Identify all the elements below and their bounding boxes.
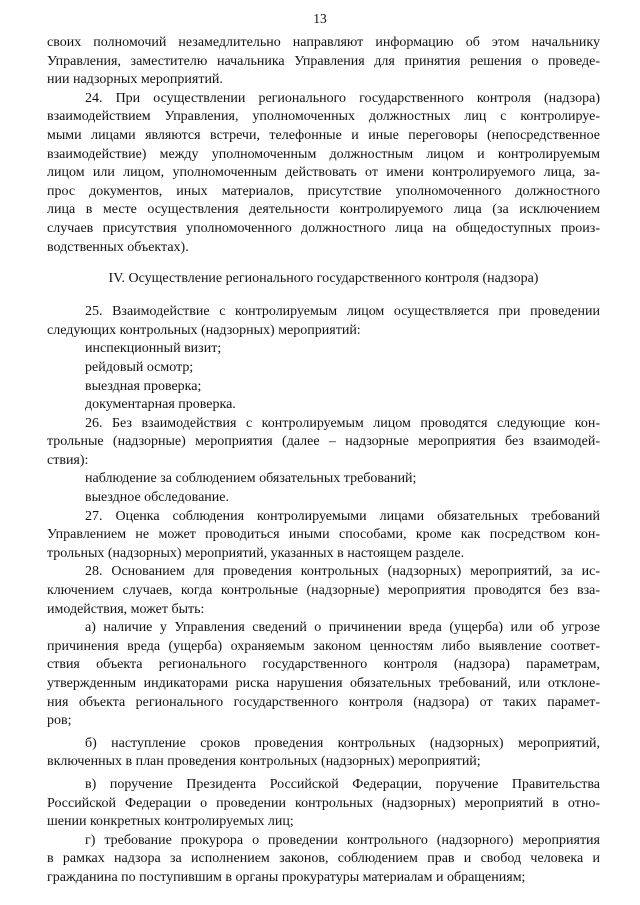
list-item: рейдовый осмотр; <box>85 359 194 375</box>
subitem-b <box>47 735 600 772</box>
subitem-g <box>47 832 600 888</box>
text-line: ния объекта регионального государственного контроля (надзора) от таких парамет- <box>47 694 600 710</box>
text-line: трольные (надзорные) мероприятия (далее – надзорные мероприятия без взаимодей- <box>47 434 600 450</box>
paragraph-continuation <box>47 34 600 90</box>
text-line: нии надзорных мероприятий. <box>47 72 223 88</box>
text-line: б) наступление сроков проведения контрольных (надзорных) мероприятий, <box>85 735 600 751</box>
text-line: ров; <box>47 713 72 729</box>
text-line: шении конкретных контролируемых лиц; <box>47 814 294 830</box>
list-item: документарная проверка. <box>85 397 236 413</box>
text-line: 26. Без взаимодействия с контролируемым лицом проводятся следующие кон- <box>85 415 600 431</box>
text-line: Российской Федерации о проведении контрольных (надзорных) мероприятий в отно- <box>47 795 600 811</box>
text-line: включенных в план проведения контрольных (надзорных) мероприятий; <box>47 754 481 770</box>
paragraph-28 <box>47 563 600 619</box>
document-body <box>47 34 600 888</box>
page-number: 13 <box>313 11 327 26</box>
text-line: имодействия, может быть: <box>47 601 205 617</box>
text-line: Управления, заместителю начальника Управления для принятия решения о проведе- <box>47 53 600 69</box>
text-line: взаимодействием Управления, уполномоченных должностных лиц с контролируе- <box>47 109 600 125</box>
text-line: 27. Оценка соблюдения контролируемыми лицами обязательных требований <box>85 508 600 524</box>
paragraph-25 <box>47 303 600 415</box>
text-line: следующих контрольных (надзорных) мероприятий: <box>47 322 361 338</box>
text-line: своих полномочий незамедлительно направляют информацию об этом начальнику <box>47 35 600 50</box>
text-line: трольных (надзорных) мероприятий, указанных в настоящем разделе. <box>47 545 465 561</box>
list-item: наблюдение за соблюдением обязательных требований; <box>85 471 417 487</box>
list-item: выездное обследование. <box>85 490 229 506</box>
text-line: прос документов, иных материалов, присутствие уполномоченного должностного <box>47 183 600 199</box>
list-item: инспекционный визит; <box>85 341 222 357</box>
text-line: 24. При осуществлении регионального государственного контроля (надзора) <box>85 90 600 106</box>
text-line: лицом или лицом, уполномоченным действовать от имени контролируемого лица, за- <box>47 165 600 181</box>
text-line: мыми лицами являются встречи, телефонные и иные переговоры (непосредственное <box>47 127 600 143</box>
subitem-v <box>47 776 600 832</box>
text-line: в рамках надзора за исполнением законов, соблюдением прав и свобод человека и <box>47 851 600 867</box>
text-line: Управлением не может проводиться иными способами, кроме как посредством кон- <box>47 527 600 543</box>
paragraph-26 <box>47 415 600 508</box>
paragraph-27 <box>47 508 600 564</box>
section-heading: IV. Осуществление регионального государственного контроля (надзора) <box>108 271 539 287</box>
text-line: 25. Взаимодействие с контролируемым лицом осуществляется при проведении <box>85 304 600 320</box>
text-line: ствия): <box>47 452 89 468</box>
text-line: случаев присутствия уполномоченного должностного лица на общедоступных произ- <box>47 220 600 236</box>
list-item: выездная проверка; <box>85 378 202 394</box>
text-line: взаимодействие) между уполномоченным должностным лицом и контролируемым <box>47 146 600 162</box>
text-line: г) требование прокурора о проведении контрольного (надзорного) мероприятия <box>85 832 600 848</box>
text-line: 28. Основанием для проведения контрольных (надзорных) мероприятий, за ис- <box>85 564 600 580</box>
text-line: утвержденным индикаторами риска нарушения обязательных требований, или отклоне- <box>47 676 600 691</box>
text-line: а) наличие у Управления сведений о причинении вреда (ущерба) или об угрозе <box>85 620 600 636</box>
text-line: причинения вреда (ущерба) охраняемым законом ценностям либо выявление соответ- <box>47 638 600 654</box>
text-line: ствия объекта регионального государственного контроля (надзора) параметрам, <box>47 657 600 673</box>
text-line: водственных объектах). <box>47 239 189 255</box>
paragraph-24 <box>47 90 600 257</box>
text-line: лица в месте осуществления деятельности контролируемого лица (за исключением <box>47 202 600 218</box>
text-line: гражданина по поступившим в органы прокуратуры материалам и обращениям; <box>47 869 526 885</box>
text-line: в) поручение Президента Российской Федерации, поручение Правительства <box>85 776 600 792</box>
text-line: ключением случаев, когда контрольные (надзорные) мероприятия проводятся без вза- <box>47 583 600 599</box>
subitem-a <box>47 619 600 731</box>
